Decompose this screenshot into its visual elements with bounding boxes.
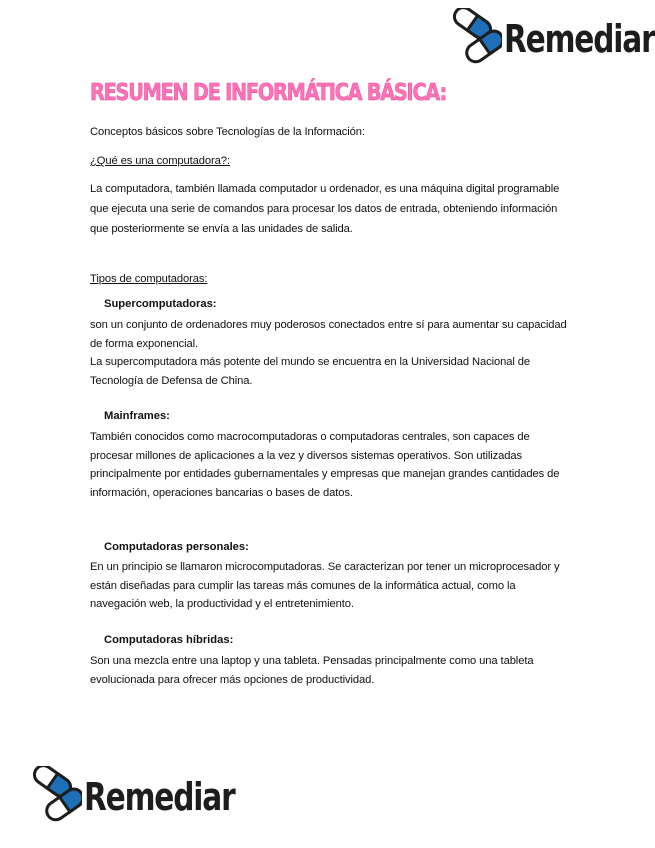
brand-name: Remediar bbox=[504, 17, 655, 61]
page-title: RESUMEN DE INFORMÁTICA BÁSICA: bbox=[90, 80, 446, 106]
brand-name: Remediar bbox=[84, 775, 235, 819]
pill-logo-icon bbox=[20, 766, 82, 828]
section-paragraph: Son una mezcla entre una laptop y una tableta. Pensadas principalmente como una tableta evolucionada para ofrecer más opciones de productividad. bbox=[90, 655, 534, 686]
section-paragraph: La supercomputadora más potente del mundo se encuentra en la Universidad Nacional de Tecnología de Defensa de China. bbox=[90, 356, 531, 387]
logo-top bbox=[440, 8, 655, 70]
section-heading: Computadoras híbridas: bbox=[104, 634, 234, 646]
section-heading: Supercomputadoras: bbox=[104, 298, 217, 310]
section-paragraph: son un conjunto de ordenadores muy poderosos conectados entre sí para aumentar su capacidad de forma exponencial. bbox=[90, 319, 567, 350]
section-paragraph: En un principio se llamaron microcomputadoras. Se caracterizan por tener un microprocesador y están diseñadas para cumplir las tareas más comunes de la informática actual, como la navegación web, la productividad y el entretenimiento. bbox=[90, 561, 560, 610]
section-paragraph: También conocidos como macrocomputadoras o computadoras centrales, son capaces de procesar millones de aplicaciones a la vez y diversos sistemas operativos. Son utilizadas principalmente por entidades gubernamentales y empresas que manejan grandes cantidades de información, operaciones bancarias o bases de datos. bbox=[90, 431, 560, 499]
types-heading: Tipos de computadoras: bbox=[90, 273, 208, 285]
section-heading: Mainframes: bbox=[104, 410, 170, 422]
intro-text: Conceptos básicos sobre Tecnologías de la Información: bbox=[90, 126, 365, 138]
logo-bottom bbox=[20, 766, 277, 828]
question-text: ¿Qué es una computadora?: bbox=[90, 155, 230, 167]
pill-logo-icon bbox=[440, 8, 502, 70]
definition-paragraph: La computadora, también llamada computador u ordenador, es una máquina digital programable que ejecuta una serie de comandos para procesar los datos de entrada, obteniendo información que posteriormente se envía a las unidades de salida. bbox=[90, 183, 560, 235]
section-heading: Computadoras personales: bbox=[104, 541, 249, 553]
